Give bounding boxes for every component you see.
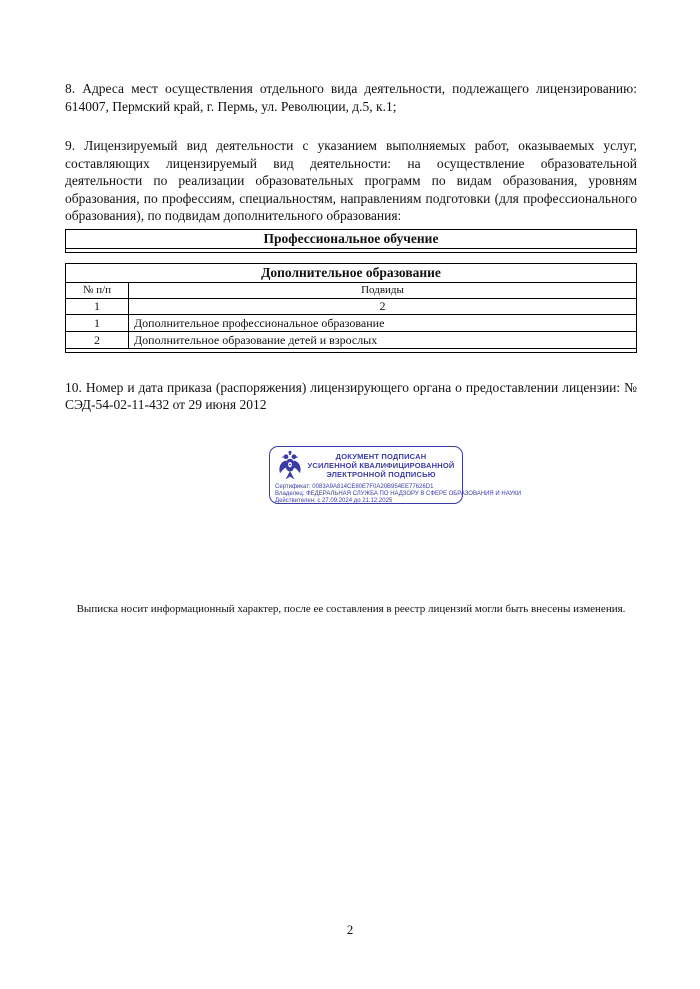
- table-row: [66, 248, 637, 252]
- stamp-title-line-3: ЭЛЕКТРОННОЙ ПОДПИСЬЮ: [326, 470, 436, 479]
- table-row: [66, 229, 637, 248]
- stamp-certificate: Сертификат: 0083A9A814CE80E7F0A20B954EE77626D1: [275, 483, 434, 490]
- table-empty-cell: [66, 348, 637, 352]
- row-subtype: Дополнительное профессиональное образование: [129, 314, 637, 331]
- stamp-title-line-2: УСИЛЕННОЙ КВАЛИФИЦИРОВАННОЙ: [307, 461, 455, 470]
- row-number: 2: [66, 331, 129, 348]
- paragraph-addresses: 8. Адреса мест осуществления отдельного вида деятельности, подлежащего лицензированию: 614007, Пермский край, г. Пермь, ул. Революции, д.5, к.1;: [65, 81, 637, 114]
- stamp-owner: Владелец: ФЕДЕРАЛЬНАЯ СЛУЖБА ПО НАДЗОРУ В СФЕРЕ ОБРАЗОВАНИЯ И НАУКИ: [275, 490, 522, 497]
- table-index-row: [66, 298, 637, 314]
- page-number: 2: [346, 922, 354, 937]
- table-row: [66, 314, 637, 331]
- index-cell: 1: [66, 298, 129, 314]
- paragraph-order-number: 10. Номер и дата приказа (распоряжения) лицензирующего органа о предоставлении лицензии: № СЭД-54-02-11-432 от 29 июня 2012: [65, 379, 637, 412]
- column-header-subtypes: Подвиды: [129, 282, 637, 298]
- table-row: [66, 348, 637, 352]
- paragraph-licensed-activity: 9. Лицензируемый вид деятельности с указанием выполняемых работ, оказываемых услуг, составляющих лицензируемый вид деятельности: на осуществление образовательной деятельности по реализации образовательных программ по видам образования, уровням образования, по профессиям, специальностям, направлениям подготовки (для профессионального образования), по подвидам дополнительного образования:: [65, 138, 637, 223]
- table-empty-cell: [66, 248, 637, 252]
- stamp-header: [275, 450, 457, 482]
- document-content: [65, 80, 637, 616]
- stamp-title: [305, 452, 457, 479]
- informational-note: Выписка носит информационный характер, после ее составления в реестр лицензий могли быть внесены изменения.: [76, 602, 626, 615]
- table-professional-training: [65, 229, 637, 253]
- table-additional-education: [65, 263, 637, 353]
- table-row: [66, 331, 637, 348]
- table-additional-title: Дополнительное образование: [66, 263, 637, 282]
- column-header-num: № п/п: [66, 282, 129, 298]
- row-number: 1: [66, 314, 129, 331]
- table-header-row: [66, 282, 637, 298]
- index-cell: 2: [129, 298, 637, 314]
- stamp-details: [275, 483, 522, 505]
- digital-signature-stamp: [269, 446, 522, 504]
- table-professional-title: Профессиональное обучение: [66, 229, 637, 248]
- stamp-validity: Действителен: с 27.09.2024 до 21.12.2025: [275, 497, 393, 504]
- row-subtype: Дополнительное образование детей и взрослых: [129, 331, 637, 348]
- coat-of-arms-eagle-icon: [275, 450, 305, 482]
- table-row: [66, 263, 637, 282]
- stamp-title-line-1: ДОКУМЕНТ ПОДПИСАН: [335, 452, 427, 461]
